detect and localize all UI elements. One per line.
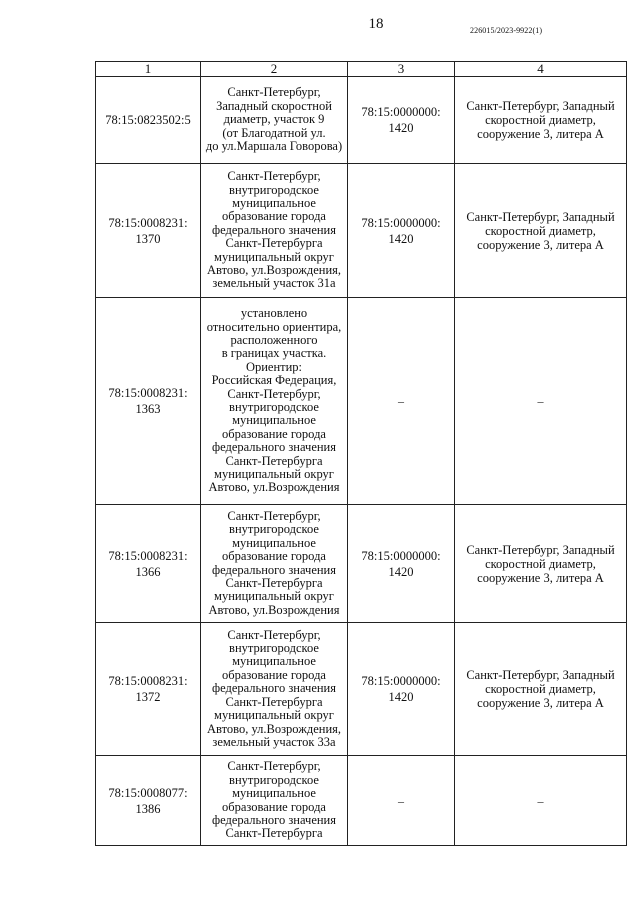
table-cell-1 (96, 164, 201, 298)
cell-text-line: образование города (222, 799, 326, 814)
cell-text-line: 78:15:0000000: (361, 215, 441, 230)
column-header: 2 (201, 62, 348, 77)
table-row (96, 505, 627, 623)
cell-text-line: Санкт-Петербург, (227, 508, 321, 523)
table-cell-1 (96, 756, 201, 846)
cell-text-line: 78:15:0008077: (108, 785, 188, 800)
cell-text-line: Санкт-Петербург, Западный (466, 209, 615, 224)
cell-text-line: 78:15:0000000: (361, 548, 441, 563)
table-cell-3 (348, 77, 455, 164)
cell-text-line: внутригородское (229, 772, 319, 787)
cell-text-line: Санкт-Петербург, (227, 169, 321, 184)
table-row (96, 298, 627, 505)
cell-text-line: расположенного (230, 332, 318, 347)
column-header: 3 (348, 62, 455, 77)
table-row (96, 164, 627, 298)
cell-text-line: скоростной диаметр, (485, 113, 596, 127)
table-cell-3 (348, 298, 455, 505)
cell-text-line: Санкт-Петербурга (225, 826, 323, 841)
cell-text-line: внутригородское (229, 182, 319, 197)
cell-text-line: муниципальное (232, 195, 316, 210)
cell-text-line: федерального значения (211, 681, 336, 696)
cell-text-line: Автово, ул.Возрождения (208, 480, 340, 495)
cell-text-line: земельный участок 31а (212, 276, 336, 291)
cell-text-line: 1372 (135, 690, 161, 704)
cell-text-line: 78:15:0008231: (108, 674, 188, 688)
document-code: 226015/2023-9922(1) (470, 26, 543, 35)
empty-value-dash: – (398, 793, 404, 808)
cell-text-line: 78:15:0823502:5 (105, 113, 191, 127)
cell-text-line: скоростной диаметр, (485, 223, 596, 238)
cell-text-line: 1420 (388, 564, 414, 579)
column-header: 4 (455, 62, 627, 77)
cell-text-line: в границах участка. (221, 346, 327, 361)
cell-text-line: 78:15:0000000: (361, 105, 441, 119)
cell-text-line: федерального значения (211, 440, 336, 455)
cell-text-line: муниципальное (232, 654, 316, 669)
cadastral-table (95, 61, 627, 846)
cell-text-line: муниципальный округ (214, 708, 334, 723)
header-row (96, 62, 627, 77)
cell-text-line: скоростной диаметр, (485, 556, 596, 571)
empty-value-dash: – (537, 793, 544, 808)
cell-text-line: Автово, ул.Возрождения, (206, 721, 342, 736)
cell-text-line: сооружение 3, литера А (477, 127, 604, 141)
cell-text-line: внутригородское (229, 522, 319, 537)
table-cell-4 (455, 623, 627, 756)
cell-text-line: муниципальное (232, 786, 316, 801)
table-cell-4 (455, 505, 627, 623)
cell-text-line: муниципальное (232, 413, 316, 428)
column-header: 1 (96, 62, 201, 77)
cell-text-line: Санкт-Петербург, (227, 85, 321, 100)
cell-text-line: 1386 (135, 801, 161, 816)
cell-text-line: внутригородское (229, 400, 319, 414)
table-cell-2 (201, 77, 348, 164)
cell-text-line: Санкт-Петербург, (227, 627, 321, 642)
cell-text-line: Западный скоростной (216, 98, 332, 113)
cell-text-line: Санкт-Петербурга (225, 694, 323, 709)
cell-text-line: федерального значения (211, 812, 336, 827)
cell-text-line: установлено (240, 306, 308, 321)
cell-text-line: Санкт-Петербург, (227, 759, 321, 774)
table-cell-1 (96, 623, 201, 756)
cell-text-line: образование города (222, 209, 326, 224)
cell-text-line: земельный участок 33а (212, 734, 336, 749)
table-cell-2 (201, 298, 348, 505)
cell-text-line: муниципальный округ (214, 249, 334, 264)
cell-text-line: внутригородское (229, 641, 319, 656)
cell-text-line: 78:15:0008231: (108, 548, 188, 563)
cell-text-line: 1366 (135, 564, 161, 579)
table-cell-4 (455, 298, 627, 505)
cell-text-line: 1420 (388, 231, 414, 246)
cell-text-line: 1420 (388, 690, 414, 704)
cell-text-line: скоростной диаметр, (485, 682, 596, 696)
cell-text-line: 1420 (388, 121, 414, 135)
cell-text-line: Санкт-Петербурга (225, 453, 323, 468)
cell-text-line: муниципальный округ (214, 467, 334, 482)
cell-text-line: 78:15:0008231: (108, 215, 188, 230)
table-cell-3 (348, 623, 455, 756)
cell-text-line: сооружение 3, литера А (477, 696, 604, 710)
table-cell-3 (348, 756, 455, 846)
empty-value-dash: – (537, 394, 544, 408)
cell-text-line: относительно ориентира, (206, 319, 342, 334)
cell-text-line: муниципальный округ (214, 589, 334, 604)
empty-value-dash: – (398, 394, 404, 408)
cell-text-line: образование города (222, 549, 326, 564)
cell-text-line: сооружение 3, литера А (477, 570, 604, 585)
cell-text-line: образование города (222, 426, 326, 441)
cell-text-line: федерального значения (211, 222, 336, 237)
cell-text-line: Санкт-Петербурга (225, 236, 323, 251)
cell-text-line: Санкт-Петербург, (227, 386, 321, 401)
table-cell-3 (348, 505, 455, 623)
cell-text-line: образование города (222, 667, 326, 682)
table-cell-3 (348, 164, 455, 298)
cell-text-line: федерального значения (211, 562, 336, 577)
table-cell-1 (96, 77, 201, 164)
cell-text-line: Санкт-Петербург, Западный (466, 99, 615, 113)
cell-text-line: Российская Федерация, (211, 373, 337, 388)
cell-text-line: Санкт-Петербург, Западный (466, 542, 615, 557)
cell-text-line: муниципальное (232, 535, 316, 550)
table-cell-2 (201, 164, 348, 298)
table-row (96, 77, 627, 164)
cell-text-line: 78:15:0008231: (108, 386, 188, 400)
cell-text-line: (от Благодатной ул. (222, 125, 326, 140)
table-cell-4 (455, 77, 627, 164)
cell-text-line: до ул.Маршала Говорова) (205, 139, 343, 154)
page-number: 18 (368, 16, 384, 32)
cell-text-line: Санкт-Петербург, Западный (466, 668, 615, 682)
cell-text-line: 1370 (135, 231, 161, 246)
cell-text-line: Ориентир: (245, 359, 303, 374)
table-row (96, 756, 627, 846)
cell-text-line: Автово, ул.Возрождения (208, 602, 340, 617)
cell-text-line: сооружение 3, литера А (477, 237, 604, 252)
table-cell-2 (201, 623, 348, 756)
table-cell-4 (455, 756, 627, 846)
table-cell-2 (201, 756, 348, 846)
table-cell-1 (96, 298, 201, 505)
table-cell-4 (455, 164, 627, 298)
cell-text-line: диаметр, участок 9 (223, 112, 325, 127)
cell-text-line: Санкт-Петербурга (225, 575, 323, 590)
table-row (96, 623, 627, 756)
cell-text-line: 1363 (135, 402, 161, 416)
cell-text-line: Автово, ул.Возрождения, (206, 263, 342, 278)
cell-text-line: 78:15:0000000: (361, 674, 441, 688)
table-cell-1 (96, 505, 201, 623)
table-cell-2 (201, 505, 348, 623)
